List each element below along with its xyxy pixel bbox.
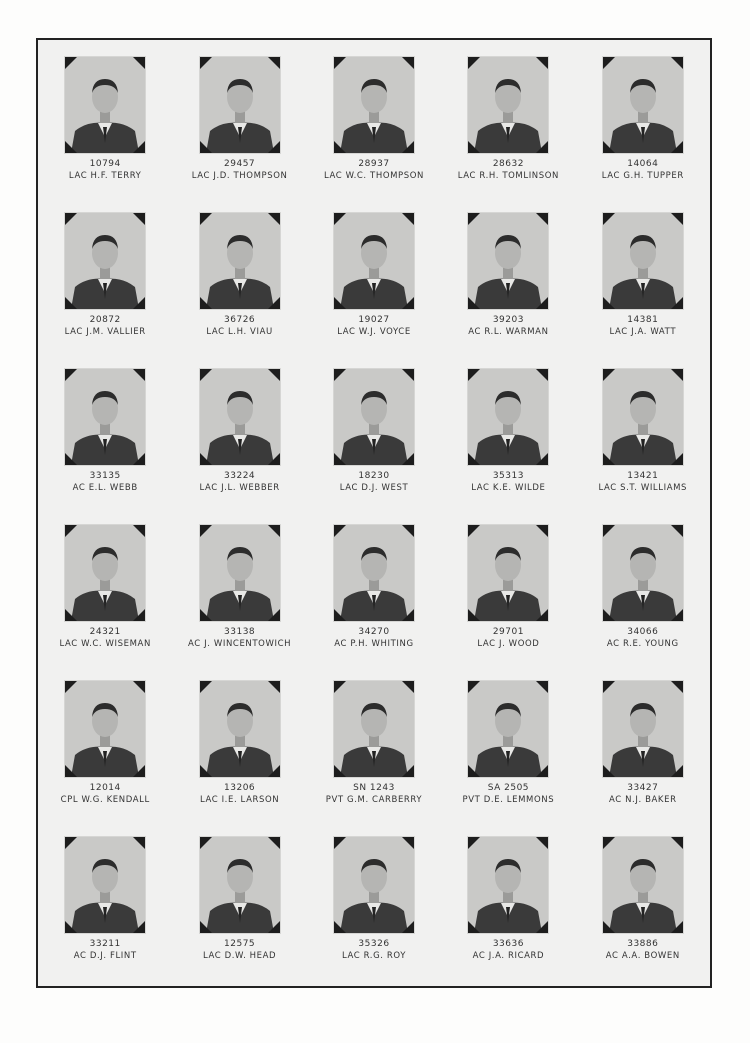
photo-corner-mount (199, 524, 213, 538)
photo-corner-mount (132, 524, 146, 538)
photo-corner-mount (401, 680, 415, 694)
photo-corner-mount (602, 836, 616, 850)
photo-corner-mount (535, 212, 549, 226)
photo-corner-mount (199, 920, 213, 934)
photo-corner-mount (333, 524, 347, 538)
photo-corner-mount (267, 212, 281, 226)
service-number: 10794 (89, 159, 121, 169)
portrait-card (307, 830, 441, 986)
photo-corner-mount (199, 212, 213, 226)
photo-corner-mount (602, 296, 616, 310)
portrait-card (576, 830, 710, 986)
service-number: 33135 (89, 471, 121, 481)
photo-corner-mount (267, 56, 281, 70)
person-name: AC J.A. RICARD (472, 951, 545, 961)
photo-corner-mount (333, 212, 347, 226)
person-name: LAC J.L. WEBBER (199, 483, 280, 493)
photo-corner-mount (132, 56, 146, 70)
portrait-photo (333, 56, 415, 154)
photo-corner-mount (670, 56, 684, 70)
portrait-card (441, 50, 575, 206)
photo-corner-mount (267, 920, 281, 934)
portrait-card (307, 674, 441, 830)
photo-corner-mount (602, 524, 616, 538)
portrait-photo (64, 524, 146, 622)
photo-corner-mount (670, 836, 684, 850)
photo-corner-mount (267, 608, 281, 622)
photo-corner-mount (64, 764, 78, 778)
person-name: LAC I.E. LARSON (199, 795, 280, 805)
service-number: 36726 (224, 315, 256, 325)
service-number: 33427 (627, 783, 659, 793)
photo-corner-mount (333, 920, 347, 934)
photo-corner-mount (132, 920, 146, 934)
person-name: AC E.L. WEBB (72, 483, 138, 493)
portrait-photo (602, 836, 684, 934)
portrait-photo (333, 212, 415, 310)
portrait-photo (199, 524, 281, 622)
photo-corner-mount (333, 452, 347, 466)
person-name: LAC R.H. TOMLINSON (457, 171, 560, 181)
person-name: PVT D.E. LEMMONS (462, 795, 555, 805)
portrait-photo (602, 524, 684, 622)
photo-corner-mount (132, 140, 146, 154)
photo-corner-mount (467, 56, 481, 70)
photo-corner-mount (467, 680, 481, 694)
person-name: CPL W.G. KENDALL (60, 795, 150, 805)
portrait-photo (333, 368, 415, 466)
person-name: AC J. WINCENTOWICH (188, 639, 292, 649)
service-number: 33211 (89, 939, 121, 949)
person-name: LAC W.C. THOMPSON (323, 171, 425, 181)
person-name: LAC R.G. ROY (341, 951, 407, 961)
photo-corner-mount (64, 452, 78, 466)
photo-corner-mount (64, 140, 78, 154)
person-name: AC P.H. WHITING (334, 639, 414, 649)
photo-corner-mount (333, 608, 347, 622)
photo-corner-mount (467, 608, 481, 622)
person-name: LAC W.C. WISEMAN (59, 639, 151, 649)
portrait-card (576, 50, 710, 206)
service-number: 33886 (627, 939, 659, 949)
portrait-card (307, 206, 441, 362)
service-number: 39203 (492, 315, 524, 325)
portrait-card (172, 518, 306, 674)
photo-corner-mount (467, 524, 481, 538)
portrait-photo (467, 56, 549, 154)
photo-corner-mount (602, 680, 616, 694)
photo-corner-mount (267, 764, 281, 778)
photo-corner-mount (670, 524, 684, 538)
portrait-photo (602, 212, 684, 310)
portrait-card (38, 362, 172, 518)
photo-corner-mount (132, 608, 146, 622)
person-name: LAC G.H. TUPPER (601, 171, 684, 181)
service-number: 28937 (358, 159, 390, 169)
portrait-card (576, 518, 710, 674)
photo-corner-mount (602, 368, 616, 382)
portrait-card (172, 50, 306, 206)
person-name: LAC K.E. WILDE (471, 483, 546, 493)
photo-corner-mount (199, 140, 213, 154)
photo-corner-mount (401, 608, 415, 622)
photo-corner-mount (333, 764, 347, 778)
person-name: AC A.A. BOWEN (605, 951, 680, 961)
photo-corner-mount (267, 452, 281, 466)
photo-corner-mount (64, 56, 78, 70)
photo-corner-mount (267, 140, 281, 154)
service-number: 34066 (627, 627, 659, 637)
portrait-photo (467, 212, 549, 310)
photo-corner-mount (602, 764, 616, 778)
portrait-card (307, 362, 441, 518)
person-name: LAC D.J. WEST (339, 483, 409, 493)
photo-corner-mount (401, 212, 415, 226)
portrait-photo (64, 56, 146, 154)
photo-corner-mount (467, 452, 481, 466)
photo-corner-mount (535, 56, 549, 70)
photo-corner-mount (602, 920, 616, 934)
service-number: 18230 (358, 471, 390, 481)
portrait-photo (333, 836, 415, 934)
photo-corner-mount (401, 56, 415, 70)
photo-corner-mount (64, 296, 78, 310)
photo-corner-mount (670, 452, 684, 466)
portrait-photo (64, 368, 146, 466)
photo-corner-mount (467, 140, 481, 154)
service-number: 12575 (224, 939, 256, 949)
portrait-photo (333, 524, 415, 622)
photo-corner-mount (535, 680, 549, 694)
service-number: 35326 (358, 939, 390, 949)
photo-corner-mount (132, 212, 146, 226)
person-name: LAC J.M. VALLIER (64, 327, 146, 337)
service-number: 33138 (224, 627, 256, 637)
portrait-card (172, 206, 306, 362)
portrait-card (172, 830, 306, 986)
photo-corner-mount (670, 296, 684, 310)
photo-corner-mount (467, 764, 481, 778)
photo-corner-mount (670, 140, 684, 154)
photo-corner-mount (401, 452, 415, 466)
photo-corner-mount (64, 524, 78, 538)
portrait-photo (199, 836, 281, 934)
service-number: 29457 (224, 159, 256, 169)
photo-corner-mount (333, 140, 347, 154)
person-name: LAC J. WOOD (477, 639, 540, 649)
portrait-photo (467, 368, 549, 466)
portrait-card (441, 830, 575, 986)
photo-corner-mount (64, 608, 78, 622)
photo-corner-mount (199, 368, 213, 382)
photo-corner-mount (535, 608, 549, 622)
service-number: 28632 (492, 159, 524, 169)
portrait-card (441, 362, 575, 518)
photo-corner-mount (535, 836, 549, 850)
photo-corner-mount (535, 296, 549, 310)
portrait-card (172, 362, 306, 518)
photo-corner-mount (333, 296, 347, 310)
photo-corner-mount (64, 836, 78, 850)
service-number: 33636 (492, 939, 524, 949)
photo-corner-mount (199, 296, 213, 310)
photo-corner-mount (670, 212, 684, 226)
portrait-card (576, 206, 710, 362)
portrait-card (172, 674, 306, 830)
portrait-photo (64, 836, 146, 934)
photo-corner-mount (535, 524, 549, 538)
photo-corner-mount (467, 920, 481, 934)
portrait-photo (199, 680, 281, 778)
photo-corner-mount (535, 920, 549, 934)
photo-corner-mount (199, 680, 213, 694)
person-name: PVT G.M. CARBERRY (325, 795, 423, 805)
photo-corner-mount (333, 368, 347, 382)
portrait-card (38, 674, 172, 830)
service-number: 19027 (358, 315, 390, 325)
portrait-card (441, 518, 575, 674)
photo-corner-mount (132, 680, 146, 694)
photo-corner-mount (132, 836, 146, 850)
photo-corner-mount (602, 140, 616, 154)
service-number: 29701 (492, 627, 524, 637)
photo-corner-mount (670, 920, 684, 934)
photo-corner-mount (132, 764, 146, 778)
photo-corner-mount (670, 608, 684, 622)
photo-corner-mount (401, 920, 415, 934)
photo-corner-mount (64, 212, 78, 226)
photo-corner-mount (467, 212, 481, 226)
photo-corner-mount (401, 368, 415, 382)
photo-corner-mount (132, 452, 146, 466)
person-name: AC R.E. YOUNG (606, 639, 679, 649)
photo-corner-mount (401, 140, 415, 154)
portrait-card (576, 674, 710, 830)
photo-corner-mount (535, 140, 549, 154)
photo-corner-mount (199, 608, 213, 622)
person-name: LAC J.A. WATT (609, 327, 677, 337)
photo-corner-mount (64, 368, 78, 382)
photo-corner-mount (401, 764, 415, 778)
portrait-photo (467, 836, 549, 934)
photo-corner-mount (670, 368, 684, 382)
photo-corner-mount (535, 764, 549, 778)
photo-corner-mount (199, 836, 213, 850)
portrait-photo (333, 680, 415, 778)
service-number: 35313 (492, 471, 524, 481)
photo-corner-mount (602, 608, 616, 622)
photo-corner-mount (535, 452, 549, 466)
photo-corner-mount (602, 452, 616, 466)
portrait-photo (602, 680, 684, 778)
photo-corner-mount (267, 680, 281, 694)
service-number: 14064 (627, 159, 659, 169)
service-number: 14381 (627, 315, 659, 325)
portrait-photo (467, 680, 549, 778)
photo-corner-mount (467, 296, 481, 310)
photo-corner-mount (401, 524, 415, 538)
person-name: LAC J.D. THOMPSON (191, 171, 288, 181)
service-number: 13206 (224, 783, 256, 793)
portrait-card (38, 518, 172, 674)
photo-corner-mount (267, 296, 281, 310)
person-name: LAC W.J. VOYCE (337, 327, 411, 337)
photo-plate (36, 38, 712, 988)
portrait-photo (199, 368, 281, 466)
person-name: AC R.L. WARMAN (468, 327, 549, 337)
photo-corner-mount (267, 368, 281, 382)
person-name: LAC L.H. VIAU (206, 327, 273, 337)
person-name: LAC D.W. HEAD (202, 951, 277, 961)
photo-corner-mount (602, 212, 616, 226)
portrait-card (307, 518, 441, 674)
service-number: SN 1243 (353, 783, 395, 793)
photo-corner-mount (333, 836, 347, 850)
photo-corner-mount (199, 452, 213, 466)
portrait-card (441, 206, 575, 362)
portrait-grid (38, 50, 710, 986)
person-name: LAC S.T. WILLIAMS (598, 483, 688, 493)
person-name: AC D.J. FLINT (73, 951, 137, 961)
portrait-photo (64, 212, 146, 310)
photo-corner-mount (199, 764, 213, 778)
photo-corner-mount (670, 764, 684, 778)
photo-corner-mount (467, 368, 481, 382)
portrait-card (307, 50, 441, 206)
photo-corner-mount (535, 368, 549, 382)
photo-corner-mount (64, 680, 78, 694)
photo-corner-mount (267, 836, 281, 850)
portrait-photo (199, 212, 281, 310)
service-number: 20872 (89, 315, 121, 325)
photo-corner-mount (199, 56, 213, 70)
portrait-card (38, 206, 172, 362)
portrait-card (38, 50, 172, 206)
portrait-card (441, 674, 575, 830)
person-name: AC N.J. BAKER (609, 795, 677, 805)
photo-corner-mount (401, 836, 415, 850)
portrait-photo (64, 680, 146, 778)
photo-corner-mount (401, 296, 415, 310)
photo-corner-mount (132, 368, 146, 382)
person-name: LAC H.F. TERRY (68, 171, 142, 181)
service-number: 24321 (89, 627, 121, 637)
portrait-card (38, 830, 172, 986)
portrait-card (576, 362, 710, 518)
photo-corner-mount (467, 836, 481, 850)
photo-corner-mount (670, 680, 684, 694)
photo-corner-mount (333, 56, 347, 70)
portrait-photo (467, 524, 549, 622)
photo-corner-mount (602, 56, 616, 70)
photo-corner-mount (267, 524, 281, 538)
photo-corner-mount (333, 680, 347, 694)
service-number: 13421 (627, 471, 659, 481)
portrait-photo (199, 56, 281, 154)
portrait-photo (602, 368, 684, 466)
service-number: 33224 (224, 471, 256, 481)
service-number: 34270 (358, 627, 390, 637)
service-number: SA 2505 (487, 783, 530, 793)
service-number: 12014 (89, 783, 121, 793)
photo-corner-mount (64, 920, 78, 934)
photo-corner-mount (132, 296, 146, 310)
portrait-photo (602, 56, 684, 154)
